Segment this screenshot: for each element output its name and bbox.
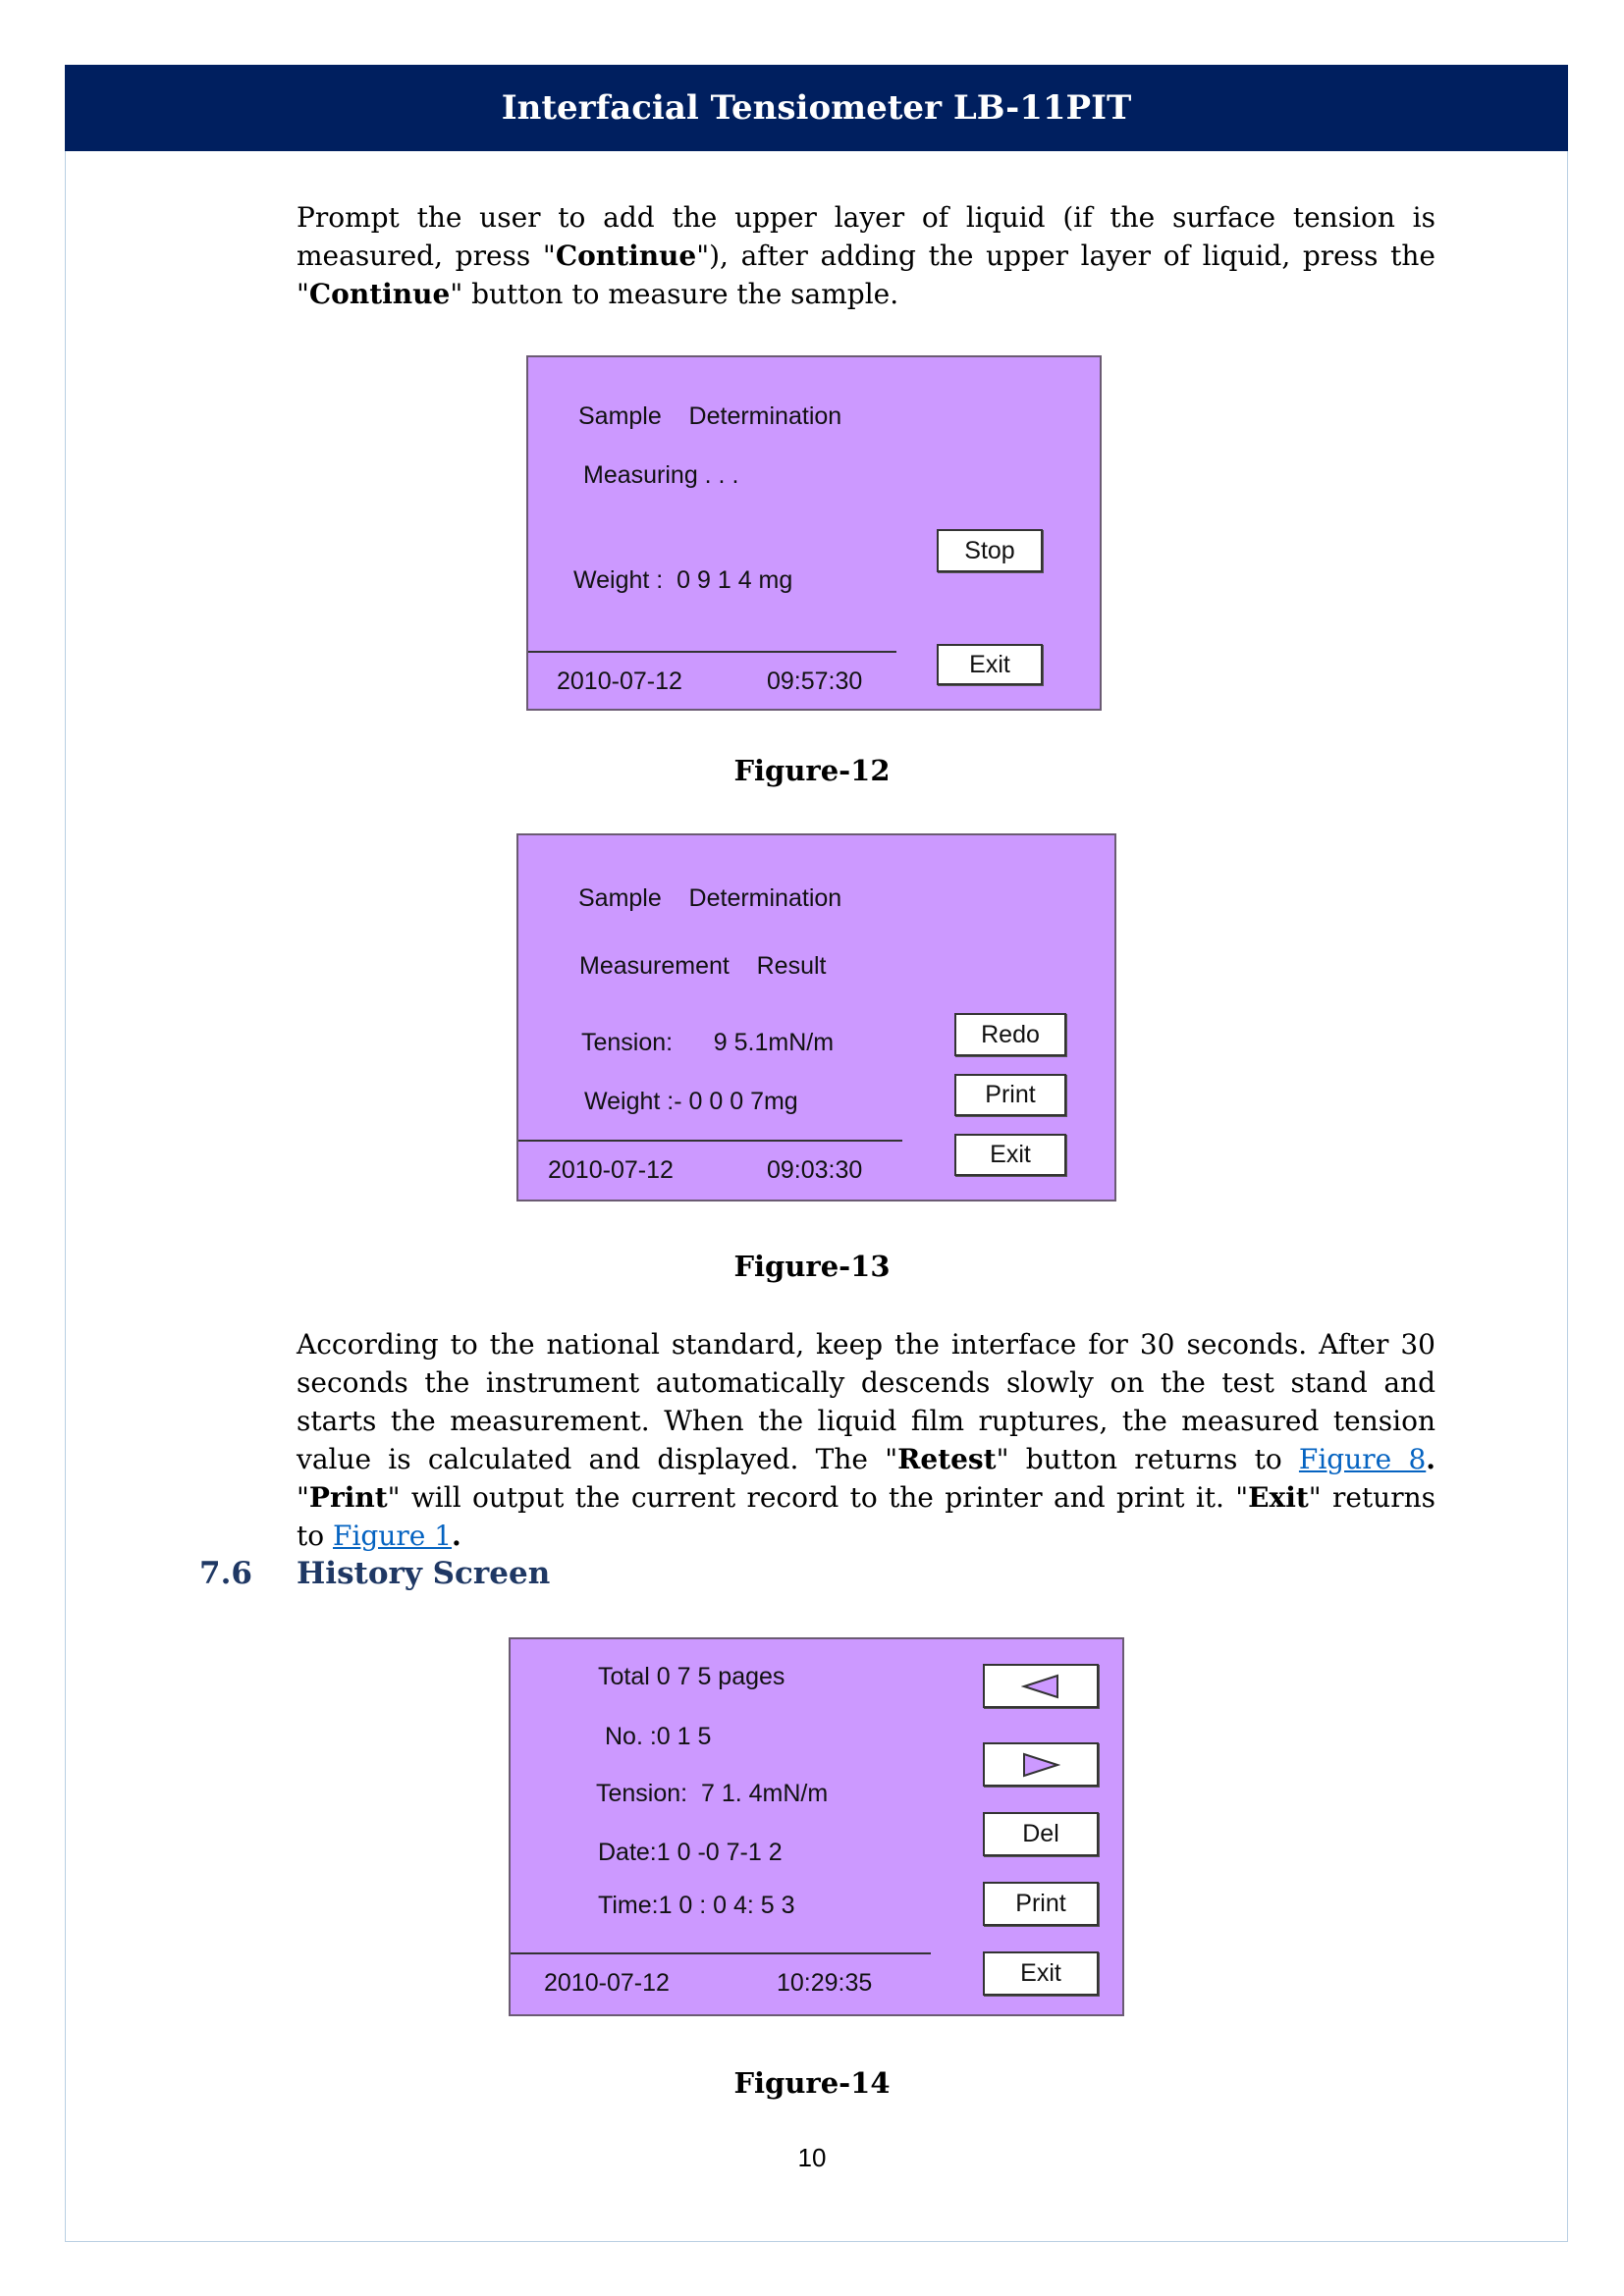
figure-8-link[interactable]: Figure 8: [1298, 1443, 1427, 1475]
body-paragraph: [297, 1325, 1435, 1555]
retest-keyword: Retest: [897, 1443, 997, 1475]
date-display: 2010-07-12: [544, 1969, 670, 1997]
stop-button[interactable]: Stop: [937, 529, 1043, 572]
next-page-button[interactable]: [983, 1742, 1099, 1787]
body-text: ": [297, 1481, 309, 1514]
continue-keyword: Continue: [308, 278, 451, 310]
body-text: " button returns to: [996, 1443, 1299, 1475]
intro-text: "), after adding the upper layer of liquid, press the ": [297, 240, 1435, 310]
status-divider: [528, 651, 896, 653]
exit-keyword: Exit: [1248, 1481, 1309, 1514]
result-heading: Measurement Result: [579, 952, 827, 980]
body-text: According to the national standard, keep the interface for 30 seconds. After 30 seconds the instrument automatically descends slowly on the test stand and starts the measurement. When the liquid film ruptures, the measured tension value is calculated and displayed. The ": [297, 1328, 1435, 1475]
triangle-right-icon: [1021, 1752, 1060, 1778]
figure-12-caption: Figure-12: [733, 754, 891, 787]
tension-readout: Tension: 9 5.1mN/m: [581, 1029, 835, 1056]
continue-keyword: Continue: [555, 240, 697, 272]
document-title: Interfacial Tensiometer LB-11PIT: [501, 88, 1132, 128]
punctuation: .: [452, 1520, 461, 1552]
record-number: No. :0 1 5: [605, 1723, 712, 1750]
figure-12-screen: [526, 355, 1102, 711]
body-text: " returns to: [297, 1481, 1435, 1552]
screen-title: Sample Determination: [578, 884, 842, 912]
total-pages: Total 0 7 5 pages: [598, 1663, 785, 1690]
redo-button[interactable]: Redo: [954, 1013, 1066, 1056]
exit-button[interactable]: Exit: [937, 644, 1043, 685]
status-divider: [518, 1140, 902, 1142]
section-title: History Screen: [297, 1556, 551, 1591]
delete-button[interactable]: Del: [983, 1812, 1099, 1856]
document-header: [65, 65, 1568, 151]
time-display: 09:57:30: [767, 667, 863, 695]
intro-text: Prompt the user to add the upper layer of liquid (if the surface tension is measured, press ": [297, 201, 1435, 272]
time-display: 09:03:30: [767, 1156, 863, 1184]
print-button[interactable]: Print: [983, 1882, 1099, 1926]
triangle-left-icon: [1021, 1674, 1060, 1699]
date-display: 2010-07-12: [548, 1156, 674, 1184]
print-button[interactable]: Print: [954, 1074, 1066, 1116]
weight-readout: Weight : 0 9 1 4 mg: [573, 566, 793, 594]
status-divider: [511, 1952, 931, 1954]
screen-title: Sample Determination: [578, 402, 842, 430]
page-number: 10: [797, 2143, 827, 2172]
figure-14-screen: [509, 1637, 1124, 2016]
section-number: 7.6: [199, 1556, 252, 1591]
measuring-status: Measuring . . .: [583, 461, 739, 489]
weight-readout: Weight :- 0 0 0 7mg: [584, 1088, 798, 1115]
figure-13-screen: [516, 833, 1116, 1201]
previous-page-button[interactable]: [983, 1664, 1099, 1708]
date-display: 2010-07-12: [557, 667, 682, 695]
exit-button[interactable]: Exit: [983, 1951, 1099, 1996]
figure-1-link[interactable]: Figure 1: [333, 1520, 453, 1552]
body-text: " will output the current record to the printer and print it. ": [387, 1481, 1249, 1514]
figure-14-caption: Figure-14: [733, 2066, 891, 2100]
exit-button[interactable]: Exit: [954, 1134, 1066, 1176]
record-time: Time:1 0 : 0 4: 5 3: [598, 1892, 795, 1919]
time-display: 10:29:35: [777, 1969, 873, 1997]
intro-text: " button to measure the sample.: [450, 278, 899, 310]
figure-13-caption: Figure-13: [733, 1250, 891, 1283]
tension-readout: Tension: 7 1. 4mN/m: [596, 1780, 829, 1807]
intro-paragraph: [297, 198, 1435, 313]
record-date: Date:1 0 -0 7-1 2: [598, 1839, 783, 1866]
print-keyword: Print: [308, 1481, 388, 1514]
punctuation: .: [1426, 1443, 1436, 1475]
